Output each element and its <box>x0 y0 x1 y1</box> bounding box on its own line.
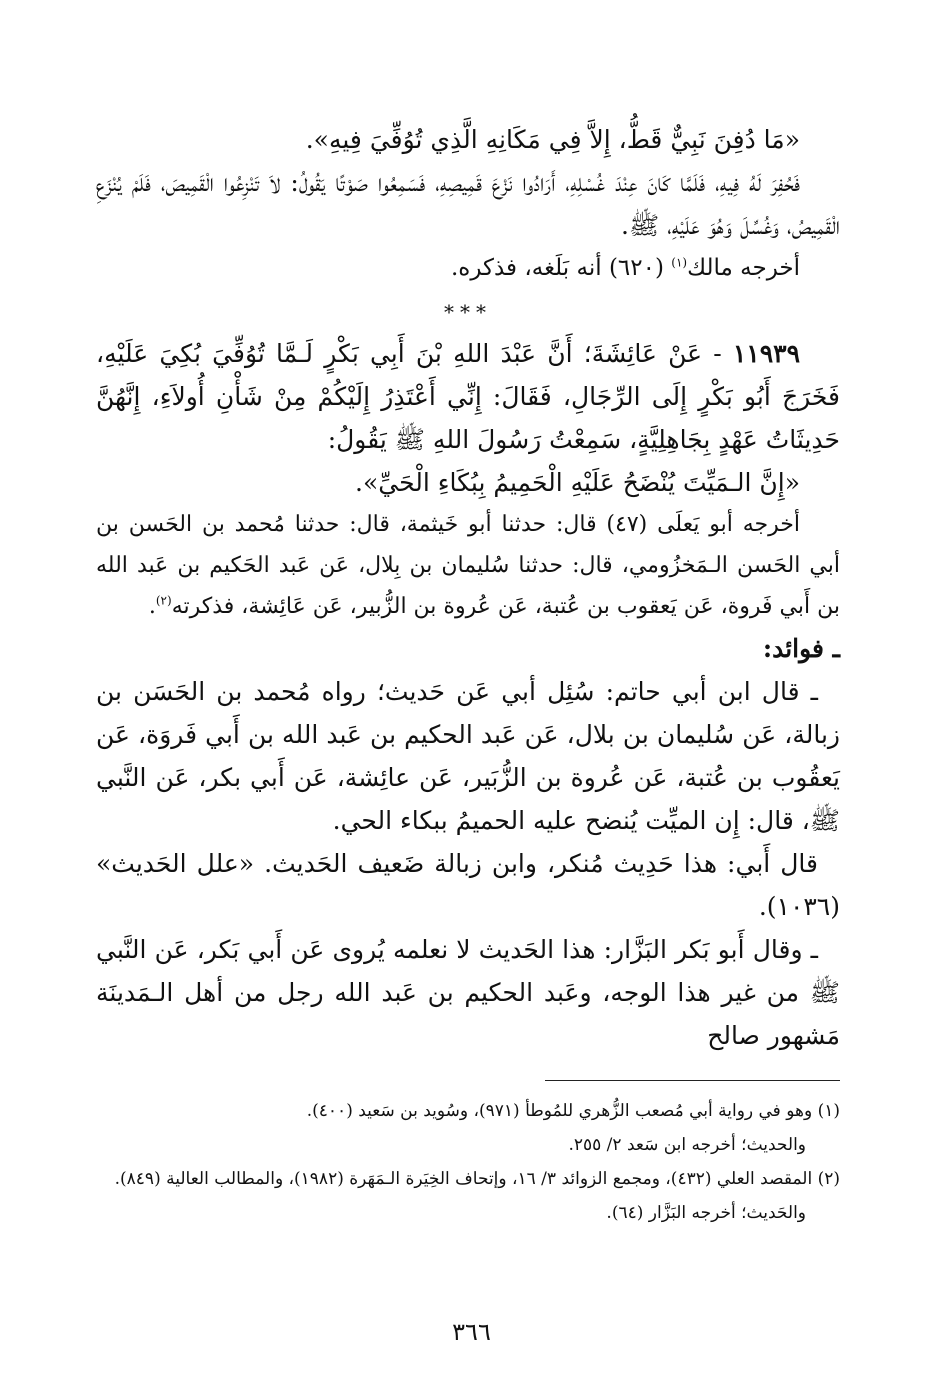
source-text-cont: . <box>148 594 156 619</box>
footnote-1-continuation: والحديث؛ أخرجه ابن سَعد ٢/ ٢٥٥. <box>568 1135 806 1155</box>
footnote-ref-2[interactable]: (٢) <box>155 593 172 608</box>
footnote-1: (١) وهو في رواية أبي مُصعب الزُّهري للمُوطأ (٩٧١)، وسُويد بن سَعيد (٤٠٠). <box>306 1101 840 1121</box>
quote-line: «مَا دُفِنَ نَبِيٌّ قَطُّ، إِلاَّ فِي مَكَانِهِ الَّذِي تُوُفِّيَ فِيهِ». <box>305 125 800 154</box>
benefit-paragraph: قال أَبي: هذا حَدِيث مُنكر، وابن زبالة ضَعيف الحَديث. «علل الحَديث» (١٠٣٦). <box>96 849 840 921</box>
page-number: ٣٦٦ <box>452 1318 491 1346</box>
narration-paragraph: فَحُفِرَ لَهُ فِيهِ، فَلَمَّا كَانَ عِنْدَ غُسْلِهِ، أَرَادُوا نَزْعَ قَمِيصِهِ، فَسَمِعُوا صَوْتًا يَقُولُ: لاَ تَنْزِعُوا الْقَمِيصَ، فَلَمْ يُنْزَعِ الْقَمِيصُ، وَغُسِّلَ وَهُوَ عَلَيْهِ، ﷺ. <box>96 168 840 240</box>
source-text: أخرجه مالك <box>687 255 800 281</box>
source-text-cont: (٦٢٠) أنه بَلَغه، فذكره. <box>450 255 672 281</box>
main-text <box>96 118 840 1057</box>
benefit-paragraph: ـ قال ابن أبي حاتم: سُئِل أبي عَن حَديث؛ رواه مُحمد بن الحَسَن بن زبالة، عَن سُليمان بن بلال، عَن عَبد الحكيم بن عَبد الله بن أَبي فَروَة، عَن يَعقُوب بن عُتبة، عَن عُروة بن الزُّبَير، عَن عائِشة، عَن أَبي بكر، عَن النَّبي ﷺ، قال: إِن الميِّت يُنضح عليه الحميمُ ببكاء الحي. <box>96 677 840 835</box>
source-text: أخرجه أبو يَعلَى (٤٧) قال: حدثنا أبو خَيثمة، قال: حدثنا مُحمد بن الحَسن بن أبي الحَسن الـمَخزُومي، قال: حدثنا سُليمان بن بِلال، عَن عَبد الحَكيم بن عَبد الله بن أَبي فَروة، عَن يَعقوب بن عُتبة، عَن عُروة بن الزُّبير، عَن عَائِشة، فذكرته <box>96 512 840 619</box>
footnotes <box>96 1094 840 1230</box>
footnote-ref-1[interactable]: (١) <box>671 255 688 270</box>
source-line <box>96 247 840 290</box>
footnote-2: (٢) المقصد العلي (٤٣٢)، ومجمع الزوائد ٣/ ١٦، وإتحاف الخِيَرة الـمَهَرة (١٩٨٢)، والمطالب العالية (٨٤٩). <box>114 1169 840 1189</box>
hadith-number: ١١٩٣٩ <box>732 339 800 368</box>
footnote-2-continuation: والحَديث؛ أخرجه البَزَّار (٦٤). <box>606 1203 806 1223</box>
source-paragraph <box>96 504 840 627</box>
footnote-divider <box>545 1080 840 1081</box>
quote-line: «إِنَّ الـمَيِّتَ يُنْضَحُ عَلَيْهِ الْحَمِيمُ بِبُكَاءِ الْحَيِّ». <box>355 468 800 497</box>
benefits-heading: ـ فوائد: <box>762 634 840 663</box>
hadith-paragraph <box>96 332 840 461</box>
benefit-paragraph: ـ وقال أَبو بَكر البَزَّار: هذا الحَديث لا نعلمه يُروى عَن أَبي بَكر، عَن النَّبي ﷺ من غير هذا الوجه، وعَبد الحكيم بن عَبد الله رجل من أهل الـمَدينَة مَشهور صالح <box>96 935 840 1050</box>
section-separator: *** <box>444 300 492 324</box>
hadith-text: - عَنْ عَائِشَةَ؛ أَنَّ عَبْدَ اللهِ بْنَ أَبِي بَكْرٍ لَـمَّا تُوُفِّيَ بُكِيَ عَلَيْهِ، فَخَرَجَ أَبُو بَكْرٍ إِلَى الرِّجَالِ، فَقَالَ: إِنِّي أَعْتَذِرُ إِلَيْكُمْ مِنْ شَأْنِ أُولاَءِ، إِنَّهُنَّ حَدِيثَاتُ عَهْدٍ بِجَاهِلِيَّةٍ، سَمِعْتُ رَسُولَ اللهِ ﷺ يَقُولُ: <box>96 339 840 454</box>
